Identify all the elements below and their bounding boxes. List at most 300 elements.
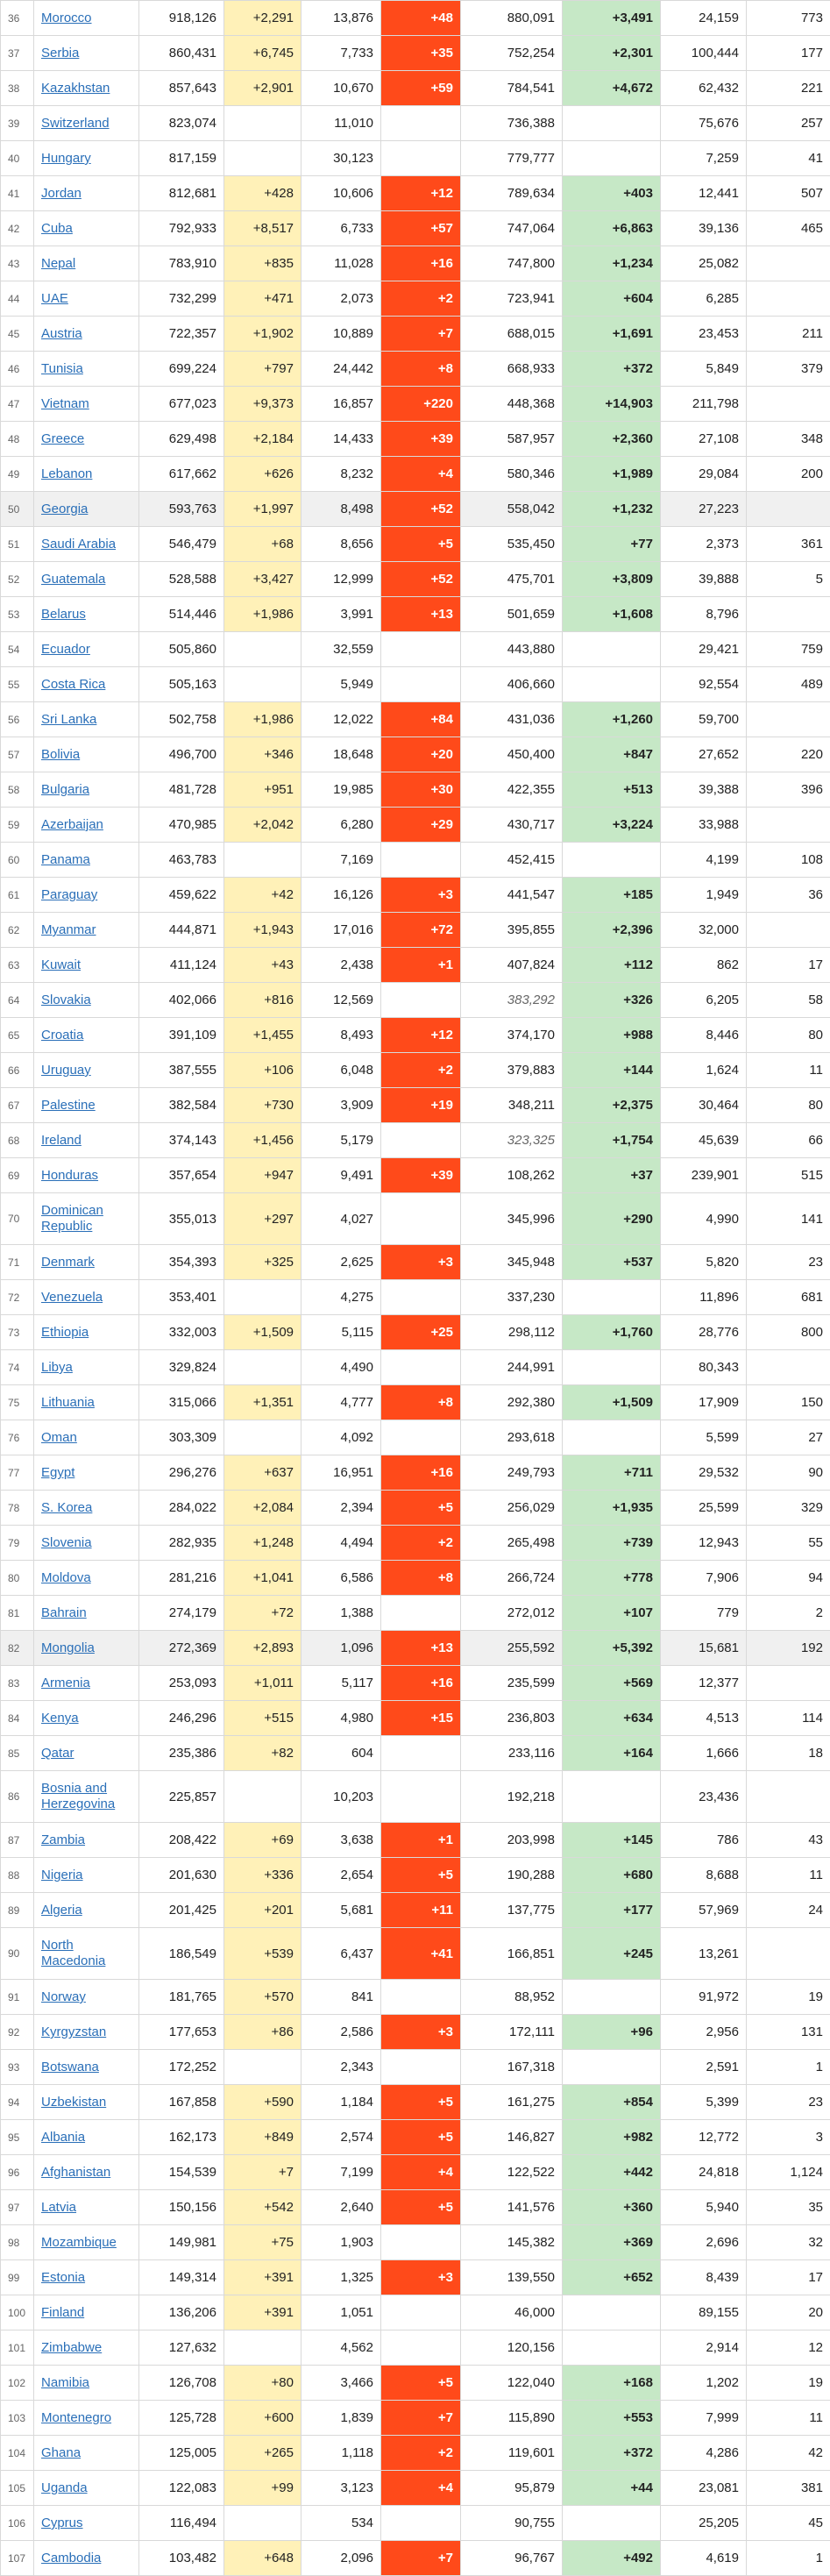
serious-critical-cell: 90 [747,1455,830,1491]
country-link[interactable]: Kuwait [41,957,82,972]
total-cases-cell: 481,728 [139,772,224,808]
country-cell [34,2120,139,2155]
country-link[interactable]: Albania [41,2130,86,2145]
total-deaths-cell: 30,123 [301,141,381,176]
country-link[interactable]: Finland [41,2305,85,2320]
new-cases-cell: +201 [224,1893,301,1928]
new-recovered-cell: +6,863 [563,211,661,246]
total-deaths-cell: 5,681 [301,1893,381,1928]
total-deaths-cell: 6,048 [301,1053,381,1088]
new-deaths-cell: +5 [381,2366,461,2401]
total-recovered-cell: 192,218 [461,1771,563,1823]
country-link[interactable]: Cambodia [41,2551,102,2565]
country-link[interactable]: Algeria [41,1903,82,1918]
total-recovered-cell: 383,292 [461,983,563,1018]
country-link[interactable]: Honduras [41,1168,99,1183]
total-recovered-cell: 145,382 [461,2225,563,2260]
country-link[interactable]: Uruguay [41,1063,91,1078]
active-cases-cell: 80,343 [661,1350,747,1385]
total-cases-cell: 502,758 [139,702,224,737]
country-link[interactable]: Cuba [41,221,73,236]
serious-critical-cell: 42 [747,2436,830,2471]
total-deaths-cell: 4,494 [301,1526,381,1561]
serious-critical-cell [747,1771,830,1823]
country-cell [34,1823,139,1858]
country-link[interactable]: Lebanon [41,466,93,481]
country-cell [34,2015,139,2050]
active-cases-cell: 89,155 [661,2295,747,2330]
new-cases-cell: +951 [224,772,301,808]
country-link[interactable]: Jordan [41,186,82,201]
country-link[interactable]: Montenegro [41,2410,112,2425]
rank-cell: 67 [1,1088,34,1123]
new-deaths-cell: +35 [381,36,461,71]
serious-critical-cell: 55 [747,1526,830,1561]
total-recovered-cell: 108,262 [461,1158,563,1193]
rank-cell: 97 [1,2190,34,2225]
total-cases-cell: 391,109 [139,1018,224,1053]
country-link[interactable]: Croatia [41,1028,84,1042]
new-cases-cell: +428 [224,176,301,211]
rank-cell: 99 [1,2260,34,2295]
country-link[interactable]: Tunisia [41,361,83,376]
country-link[interactable]: Egypt [41,1465,75,1480]
country-link[interactable]: Botswana [41,2060,99,2074]
new-cases-cell: +391 [224,2260,301,2295]
new-deaths-cell: +16 [381,1455,461,1491]
country-cell [34,2541,139,2576]
serious-critical-cell: 1 [747,2050,830,2085]
active-cases-cell: 8,688 [661,1858,747,1893]
total-recovered-cell: 406,660 [461,667,563,702]
country-link[interactable]: Bosnia and Herzegovina [41,1781,116,1811]
table-row [1,1158,830,1193]
country-link[interactable]: Serbia [41,46,80,60]
new-cases-cell: +69 [224,1823,301,1858]
active-cases-cell: 29,421 [661,632,747,667]
country-link[interactable]: Austria [41,326,82,341]
country-cell [34,71,139,106]
country-link[interactable]: Ghana [41,2445,82,2460]
country-cell [34,1245,139,1280]
country-link[interactable]: Kenya [41,1711,79,1726]
total-deaths-cell: 1,903 [301,2225,381,2260]
new-deaths-cell: +2 [381,281,461,317]
active-cases-cell: 24,159 [661,1,747,36]
total-cases-cell: 354,393 [139,1245,224,1280]
serious-critical-cell: 221 [747,71,830,106]
serious-critical-cell: 150 [747,1385,830,1420]
total-deaths-cell: 4,092 [301,1420,381,1455]
rank-cell: 64 [1,983,34,1018]
country-link[interactable]: Denmark [41,1255,95,1270]
country-link[interactable]: Namibia [41,2375,90,2390]
country-link[interactable]: Dominican Republic [41,1203,103,1234]
total-recovered-cell: 407,824 [461,948,563,983]
total-deaths-cell: 16,857 [301,387,381,422]
total-deaths-cell: 16,951 [301,1455,381,1491]
total-recovered-cell: 161,275 [461,2085,563,2120]
new-deaths-cell [381,141,461,176]
rank-cell: 36 [1,1,34,36]
total-deaths-cell: 1,388 [301,1596,381,1631]
country-cell [34,878,139,913]
country-cell [34,1561,139,1596]
rank-cell: 46 [1,352,34,387]
serious-critical-cell: 11 [747,2401,830,2436]
total-recovered-cell: 244,991 [461,1350,563,1385]
active-cases-cell: 25,205 [661,2506,747,2541]
rank-cell: 63 [1,948,34,983]
country-link[interactable]: Zambia [41,1832,86,1847]
new-cases-cell: +106 [224,1053,301,1088]
new-cases-cell: +2,901 [224,71,301,106]
table-row [1,2155,830,2190]
new-deaths-cell: +7 [381,2541,461,2576]
total-deaths-cell: 3,991 [301,597,381,632]
new-recovered-cell: +1,754 [563,1123,661,1158]
total-recovered-cell: 450,400 [461,737,563,772]
country-link[interactable]: Ecuador [41,642,90,657]
new-deaths-cell: +8 [381,352,461,387]
country-link[interactable]: Nepal [41,256,76,271]
serious-critical-cell: 329 [747,1491,830,1526]
country-link[interactable]: Afghanistan [41,2165,111,2180]
new-cases-cell: +1,997 [224,492,301,527]
country-link[interactable]: Nigeria [41,1868,83,1882]
total-cases-cell: 126,708 [139,2366,224,2401]
rank-cell: 54 [1,632,34,667]
country-link[interactable]: Kazakhstan [41,81,110,96]
total-deaths-cell: 12,999 [301,562,381,597]
new-recovered-cell: +326 [563,983,661,1018]
country-link[interactable]: Slovenia [41,1535,92,1550]
rank-cell: 44 [1,281,34,317]
rank-cell: 88 [1,1858,34,1893]
new-deaths-cell: +72 [381,913,461,948]
new-recovered-cell [563,2050,661,2085]
rank-cell: 89 [1,1893,34,1928]
active-cases-cell: 25,599 [661,1491,747,1526]
active-cases-cell: 7,259 [661,141,747,176]
country-cell [34,246,139,281]
total-deaths-cell: 12,022 [301,702,381,737]
total-cases-cell: 812,681 [139,176,224,211]
country-link[interactable]: Panama [41,852,90,867]
total-recovered-cell: 122,040 [461,2366,563,2401]
active-cases-cell: 27,223 [661,492,747,527]
total-deaths-cell: 3,123 [301,2471,381,2506]
new-deaths-cell: +3 [381,2260,461,2295]
table-row [1,1631,830,1666]
active-cases-cell: 8,439 [661,2260,747,2295]
new-cases-cell: +947 [224,1158,301,1193]
country-link[interactable]: Azerbaijan [41,817,103,832]
total-recovered-cell: 167,318 [461,2050,563,2085]
rank-cell: 74 [1,1350,34,1385]
total-recovered-cell: 558,042 [461,492,563,527]
country-cell [34,317,139,352]
new-deaths-cell [381,2295,461,2330]
country-link[interactable]: Moldova [41,1570,91,1585]
total-deaths-cell: 2,574 [301,2120,381,2155]
country-link[interactable]: Guatemala [41,572,106,587]
active-cases-cell: 5,820 [661,1245,747,1280]
total-recovered-cell: 298,112 [461,1315,563,1350]
total-deaths-cell: 2,640 [301,2190,381,2225]
total-cases-cell: 402,066 [139,983,224,1018]
country-link[interactable]: Uzbekistan [41,2095,107,2110]
total-cases-cell: 699,224 [139,352,224,387]
new-recovered-cell: +3,491 [563,1,661,36]
total-deaths-cell: 17,016 [301,913,381,948]
total-recovered-cell: 880,091 [461,1,563,36]
country-link[interactable]: Belarus [41,607,86,622]
new-deaths-cell: +4 [381,2155,461,2190]
country-cell [34,2050,139,2085]
new-recovered-cell: +145 [563,1823,661,1858]
country-link[interactable]: Zimbabwe [41,2340,103,2355]
country-link[interactable]: Morocco [41,11,92,25]
new-deaths-cell: +52 [381,562,461,597]
total-deaths-cell: 19,985 [301,772,381,808]
rank-cell: 57 [1,737,34,772]
table-row [1,2085,830,2120]
country-cell [34,737,139,772]
serious-critical-cell: 379 [747,352,830,387]
country-link[interactable]: Libya [41,1360,73,1375]
new-recovered-cell: +569 [563,1666,661,1701]
serious-critical-cell [747,492,830,527]
country-cell [34,1,139,36]
table-row [1,2506,830,2541]
rank-cell: 47 [1,387,34,422]
country-link[interactable]: Hungary [41,151,91,166]
total-deaths-cell: 7,169 [301,843,381,878]
new-cases-cell: +2,042 [224,808,301,843]
serious-critical-cell [747,1666,830,1701]
country-link[interactable]: Switzerland [41,116,110,131]
table-row [1,878,830,913]
total-recovered-cell: 115,890 [461,2401,563,2436]
rank-cell: 48 [1,422,34,457]
new-cases-cell: +9,373 [224,387,301,422]
country-link[interactable]: Palestine [41,1098,96,1113]
country-link[interactable]: Uganda [41,2480,88,2495]
new-cases-cell: +816 [224,983,301,1018]
country-cell [34,843,139,878]
country-cell [34,2330,139,2366]
new-cases-cell: +797 [224,352,301,387]
new-cases-cell: +471 [224,281,301,317]
total-deaths-cell: 3,638 [301,1823,381,1858]
active-cases-cell: 2,373 [661,527,747,562]
country-link[interactable]: Slovakia [41,993,91,1007]
serious-critical-cell: 1 [747,2541,830,2576]
country-link[interactable]: Myanmar [41,922,96,937]
total-recovered-cell: 88,952 [461,1980,563,2015]
total-recovered-cell: 166,851 [461,1928,563,1980]
new-cases-cell [224,1350,301,1385]
rank-cell: 55 [1,667,34,702]
new-recovered-cell: +14,903 [563,387,661,422]
total-deaths-cell: 4,777 [301,1385,381,1420]
country-link[interactable]: Vietnam [41,396,89,411]
country-link[interactable]: Estonia [41,2270,86,2285]
country-link[interactable]: Oman [41,1430,77,1445]
rank-cell: 65 [1,1018,34,1053]
new-cases-cell: +1,248 [224,1526,301,1561]
new-deaths-cell: +4 [381,2471,461,2506]
new-deaths-cell: +3 [381,878,461,913]
table-row [1,492,830,527]
country-cell [34,2085,139,2120]
total-deaths-cell: 10,203 [301,1771,381,1823]
table-row [1,843,830,878]
new-recovered-cell: +372 [563,352,661,387]
total-deaths-cell: 10,889 [301,317,381,352]
new-deaths-cell [381,1193,461,1245]
new-recovered-cell: +1,760 [563,1315,661,1350]
new-deaths-cell [381,2506,461,2541]
total-recovered-cell: 587,957 [461,422,563,457]
active-cases-cell: 27,108 [661,422,747,457]
total-cases-cell: 444,871 [139,913,224,948]
new-recovered-cell: +290 [563,1193,661,1245]
country-link[interactable]: North Macedonia [41,1938,106,1968]
new-recovered-cell [563,2506,661,2541]
country-cell [34,597,139,632]
table-row [1,913,830,948]
new-recovered-cell: +1,509 [563,1385,661,1420]
rank-cell: 106 [1,2506,34,2541]
country-link[interactable]: Saudi Arabia [41,537,117,551]
country-link[interactable]: Bolivia [41,747,81,762]
total-cases-cell: 284,022 [139,1491,224,1526]
country-link[interactable]: Paraguay [41,887,98,902]
new-recovered-cell: +513 [563,772,661,808]
new-cases-cell: +42 [224,878,301,913]
total-cases-cell: 732,299 [139,281,224,317]
total-deaths-cell: 5,949 [301,667,381,702]
active-cases-cell: 5,940 [661,2190,747,2225]
country-cell [34,211,139,246]
country-link[interactable]: Kyrgyzstan [41,2025,107,2039]
total-cases-cell: 546,479 [139,527,224,562]
total-cases-cell: 593,763 [139,492,224,527]
country-link[interactable]: Norway [41,1989,86,2004]
serious-critical-cell: 200 [747,457,830,492]
new-deaths-cell: +4 [381,457,461,492]
new-deaths-cell: +5 [381,1858,461,1893]
country-link[interactable]: Latvia [41,2200,77,2215]
total-cases-cell: 329,824 [139,1350,224,1385]
country-cell [34,1158,139,1193]
rank-cell: 50 [1,492,34,527]
country-link[interactable]: Georgia [41,502,89,516]
country-link[interactable]: Bulgaria [41,782,90,797]
serious-critical-cell: 32 [747,2225,830,2260]
serious-critical-cell: 257 [747,106,830,141]
total-deaths-cell: 4,490 [301,1350,381,1385]
country-link[interactable]: Mongolia [41,1640,95,1655]
country-link[interactable]: Venezuela [41,1290,103,1305]
rank-cell: 85 [1,1736,34,1771]
new-recovered-cell: +537 [563,1245,661,1280]
country-link[interactable]: Qatar [41,1746,74,1761]
new-deaths-cell: +16 [381,246,461,281]
new-cases-cell: +1,509 [224,1315,301,1350]
serious-critical-cell: 114 [747,1701,830,1736]
country-link[interactable]: Cyprus [41,2516,83,2530]
country-cell [34,1088,139,1123]
country-link[interactable]: UAE [41,291,68,306]
country-link[interactable]: Mozambique [41,2235,117,2250]
new-cases-cell: +2,084 [224,1491,301,1526]
serious-critical-cell: 192 [747,1631,830,1666]
country-link[interactable]: Lithuania [41,1395,95,1410]
country-cell [34,457,139,492]
total-recovered-cell: 784,541 [461,71,563,106]
country-cell [34,106,139,141]
country-link[interactable]: Ireland [41,1133,82,1148]
table-row [1,317,830,352]
new-recovered-cell: +1,232 [563,492,661,527]
new-deaths-cell [381,1980,461,2015]
total-cases-cell: 167,858 [139,2085,224,2120]
country-link[interactable]: Sri Lanka [41,712,97,727]
country-link[interactable]: Costa Rica [41,677,106,692]
active-cases-cell: 2,914 [661,2330,747,2366]
country-link[interactable]: S. Korea [41,1500,93,1515]
total-deaths-cell: 16,126 [301,878,381,913]
new-deaths-cell: +5 [381,2085,461,2120]
country-link[interactable]: Bahrain [41,1605,87,1620]
country-link[interactable]: Ethiopia [41,1325,89,1340]
country-cell [34,387,139,422]
country-cell [34,1420,139,1455]
active-cases-cell: 91,972 [661,1980,747,2015]
total-cases-cell: 282,935 [139,1526,224,1561]
total-recovered-cell: 172,111 [461,2015,563,2050]
rank-cell: 84 [1,1701,34,1736]
serious-critical-cell: 211 [747,317,830,352]
rank-cell: 91 [1,1980,34,2015]
serious-critical-cell: 381 [747,2471,830,2506]
table-row [1,562,830,597]
active-cases-cell: 211,798 [661,387,747,422]
total-deaths-cell: 604 [301,1736,381,1771]
country-cell [34,527,139,562]
rank-cell: 69 [1,1158,34,1193]
total-cases-cell: 496,700 [139,737,224,772]
country-link[interactable]: Greece [41,431,85,446]
total-deaths-cell: 5,115 [301,1315,381,1350]
new-cases-cell [224,141,301,176]
rank-cell: 43 [1,246,34,281]
total-cases-cell: 817,159 [139,141,224,176]
serious-critical-cell: 5 [747,562,830,597]
table-row [1,2120,830,2155]
table-row [1,1858,830,1893]
rank-cell: 107 [1,2541,34,2576]
country-cell [34,492,139,527]
total-deaths-cell: 7,733 [301,36,381,71]
total-recovered-cell: 266,724 [461,1561,563,1596]
new-deaths-cell: +39 [381,422,461,457]
new-recovered-cell: +553 [563,2401,661,2436]
country-link[interactable]: Armenia [41,1676,90,1690]
